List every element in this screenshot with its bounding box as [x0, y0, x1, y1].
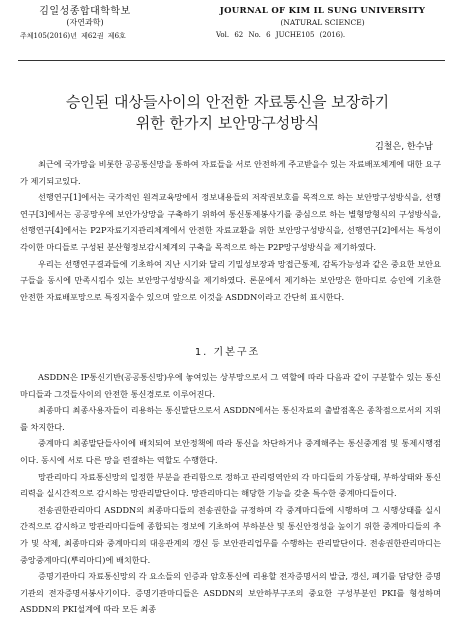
paragraph: 증명기관마디 자료통신망의 각 요소들의 인증과 암호통신에 리용할 전자증명서의 발급, 갱신, 폐기를 담당한 증명기관의 전자증명서봉사기이다. 증명기관마디들은 ASDDN의 보안하부구조의 중요한 구성부분인 PKI를 형성하며 ASDDN의 PKI설계에 따라 모든 최종 — [20, 571, 441, 615]
paragraph: 최근에 국가망을 비롯한 공공통신망을 통하여 자료들을 서로 안전하게 주고받을수 있는 자료배포체계에 대한 요구가 제기되고있다. — [20, 159, 441, 186]
section-heading: 1. 기본구조 — [194, 347, 261, 358]
paper-title — [0, 92, 455, 134]
journal-name-english: JOURNAL OF KIM IL SUNG UNIVERSITY — [219, 6, 426, 16]
authors: 김철은, 한수남 — [375, 142, 433, 152]
paragraph: 망관리마디 자료통신망의 일정한 부분을 관리함으로 정하고 관리령역안의 각 마디들의 가동상태, 부하상태와 통신리력을 실시간적으로 감시하는 망관리말단이다. 망관리마디는 해당한 기능을 갖춘 특수한 중계마디들이다. — [20, 471, 441, 499]
paragraph: 중계마디 최종말단들사이에 배치되여 보안정책에 따라 통신을 차단하거나 중계해주는 통신중계점 및 통제시행점이다. 동시에 서로 다른 망을 련결하는 역할도 수행한다. — [20, 438, 441, 465]
volume-info-english: Vol. 62 No. 6 JUCHE105 (2016). — [216, 31, 346, 39]
title-line-2: 위한 한가지 보안망구성방식 — [135, 114, 320, 132]
paragraph: 최종마디 최종사용자들이 리용하는 통신말단으로서 ASDDN에서는 통신자료의 출발점혹은 종착점으로서의 지위를 차지한다. — [20, 405, 441, 432]
paragraph: 선행연구[1]에서는 국가적인 원격교육망에서 정보내용들의 저작권보호를 목적으로 하는 보안망구성방식을, 선행연구[3]에서는 공공망우에 보안가상망을 구축하기 위하여 통신통제봉사기를 중심으로 하는 별형망형식의 구성방식을, 선행연구[4]에서는 P2P자료기지관리체계에서 안전한 자료교환을 위한 보안망구성방식을, 선행연구[2]에서는 특성이 각이한 마디들로 구성된 분산형정보감시체계의 구축을 목적으로 하는 P2P망구성방식을 제기하였다. — [20, 192, 441, 252]
journal-subtitle-korean: (자연과학) — [66, 18, 104, 27]
journal-subtitle-english: (NATURAL SCIENCE) — [280, 18, 365, 27]
section-body — [20, 369, 441, 618]
journal-header-right — [200, 6, 445, 41]
journal-name-korean: 김일성종합대학학보 — [39, 6, 131, 17]
paragraph: 전송권한관리마디 ASDDN의 최종마디들의 전송권한을 규정하며 각 중계마디들에 시행하며 그 시행상태를 실시간적으로 감시하고 망관리마디들에 종합되는 정보에 기초하여 부하분산 및 통신안정성을 높이기 위한 중계마디들의 추가 및 삭제, 최종마디와 중계마디의 대응관계의 갱신 등 보안관리업무를 수행하는 관리말단이다. 전송권한관리마디는 중앙중계마디(뿌리마디)에 배치한다. — [20, 504, 441, 565]
header-divider — [18, 60, 445, 61]
introduction — [20, 156, 441, 305]
paragraph: 우리는 선행연구결과들에 기초하여 지난 시기와 달리 기밀성보장과 망접근통제, 감독가능성과 같은 중요한 보안요구들을 동시에 만족시킴수 있는 보안망구성방식을 제기하였다. 론문에서 제기하는 보안망은 한마디로 승인에 기초한 안전한 자료배포망으로 특징지울수 있으며 앞으로 이것을 ASDDN이라고 간단히 표시한다. — [20, 258, 441, 302]
volume-info-korean: 주체105(2016)년 제62권 제6호 — [20, 32, 126, 40]
paragraph: ASDDN은 IP통신기반(공공통신망)우에 놓여있는 상부망으로서 그 역할에 따라 다음과 같이 구분할수 있는 통신마디들과 그것들사이의 안전한 통신경로로 이루어진다. — [20, 372, 441, 399]
title-line-1: 승인된 대상들사이의 안전한 자료통신을 보장하기 — [65, 93, 390, 111]
journal-header-left — [20, 6, 150, 42]
